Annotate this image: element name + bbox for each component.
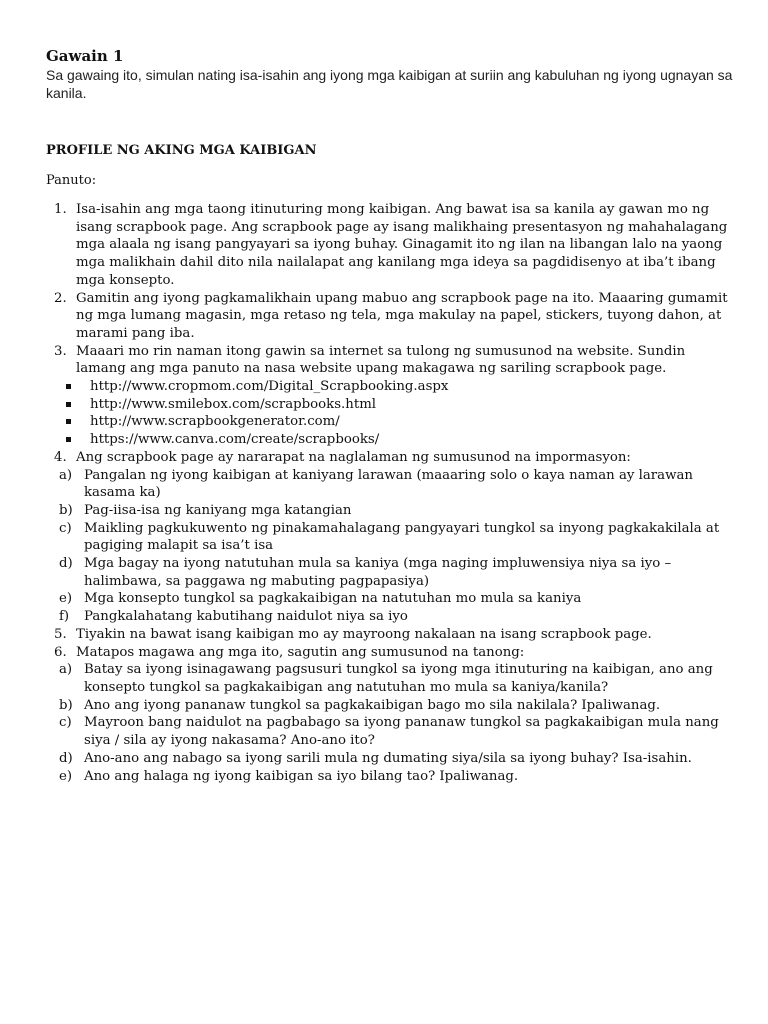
instruction-item-2 — [46, 290, 736, 343]
item-text: Tiyakin na bawat isang kaibigan mo ay mayroong nakalaan na isang scrapbook page. — [76, 626, 652, 642]
item-number: 2. — [54, 290, 67, 306]
sub-item — [46, 714, 736, 749]
section-title: PROFILE NG AKING MGA KAIBIGAN — [46, 143, 317, 158]
website-list — [46, 378, 736, 449]
sub-text: Pag-iisa-isa ng kaniyang mga katangian — [84, 502, 352, 518]
website-item — [66, 378, 736, 396]
instructions-list — [46, 201, 736, 785]
sub-item — [46, 502, 736, 520]
sub-letter: b) — [59, 502, 73, 518]
sub-text: Mayroon bang naidulot na pagbabago sa iyong pananaw tungkol sa pagkakaibigan mula nang siya / sila ay iyong nakasama? Ano-ano ito? — [84, 715, 719, 749]
sub-text: Batay sa iyong isinagawang pagsusuri tungkol sa iyong mga itinuturing na kaibigan, ano ang konsepto tungkol sa pagkakaibigan ang natutuhan mo mula sa kaniya/kanila? — [84, 662, 713, 695]
sub-letter: e) — [59, 768, 73, 784]
sub-letter: a) — [59, 662, 73, 678]
sub-letter: c) — [59, 715, 72, 731]
website-item — [66, 431, 736, 449]
sub-item — [46, 661, 736, 696]
sub-letter: b) — [59, 697, 73, 713]
item-text: Ang scrapbook page ay nararapat na naglalaman ng sumusunod na impormasyon: — [76, 449, 631, 465]
instructions-label: Panuto: — [46, 173, 97, 188]
bullet-icon — [66, 419, 71, 424]
sub-item — [46, 467, 736, 502]
website-link[interactable]: http://www.cropmom.com/Digital_Scrapbooking.aspx — [90, 379, 449, 395]
item-text: Matapos magawa ang mga ito, sagutin ang sumusunod na tanong: — [76, 644, 525, 660]
sub-item — [46, 750, 736, 768]
sub-item — [46, 590, 736, 608]
website-link[interactable]: http://www.scrapbookgenerator.com/ — [90, 414, 340, 430]
item-text: Maaari mo rin naman itong gawin sa internet sa tulong ng sumusunod na website. Sundin lamang ang mga panuto na nasa website upang makagawa ng sariling scrapbook page. — [76, 343, 686, 377]
item-number: 5. — [54, 626, 67, 642]
sub-letter: c) — [59, 520, 72, 536]
website-item — [66, 413, 736, 431]
instruction-item-3 — [46, 343, 736, 378]
bullet-icon — [66, 402, 71, 407]
sub-text: Ano-ano ang nabago sa iyong sarili mula ng dumating siya/sila sa iyong buhay? Isa-isahin. — [84, 750, 692, 766]
item-number: 1. — [54, 202, 67, 217]
sub-item — [46, 768, 736, 786]
instruction-item-1 — [46, 201, 736, 290]
sub-letter: d) — [59, 750, 73, 766]
website-link[interactable]: https://www.canva.com/create/scrapbooks/ — [90, 432, 380, 448]
sub-letter: d) — [59, 556, 73, 572]
item-number: 4. — [54, 449, 67, 465]
item-text: Isa-isahin ang mga taong itinuturing mong kaibigan. Ang bawat isa sa kanila ay gawan mo ng isang scrapbook page. Ang scrapbook page ay isang malikhaing presentasyon ng mahahalagang mga alaala ng isang pangyayari sa iyong buhay. Ginagamit ito ng ilan na libangan lalo na yaong mga malikhain dahil dito nila nailalapat ang kanilang mga ideya sa pagdidisenyo at iba’t ibang mga konsepto. — [76, 202, 728, 288]
sub-text: Mga konsepto tungkol sa pagkakaibigan na natutuhan mo mula sa kaniya — [84, 591, 582, 607]
instruction-item-6 — [46, 644, 736, 662]
item-text: Gamitin ang iyong pagkamalikhain upang mabuo ang scrapbook page na ito. Maaaring gumamit ng mga lumang magasin, mga retaso ng tela, mga makulay na papel, stickers, tuyong dahon, at marami pang iba. — [76, 290, 728, 341]
document-page — [46, 46, 736, 784]
sub-letter: e) — [59, 591, 73, 607]
sub-text: Mga bagay na iyong natutuhan mula sa kaniya (mga naging impluwensiya niya sa iyo – halimbawa, sa paggawa ng mabuting pagpapasiya) — [84, 556, 672, 589]
item-number: 6. — [54, 644, 67, 660]
item-number: 3. — [54, 343, 67, 359]
item-6-sublist — [46, 661, 736, 785]
sub-text: Ano ang halaga ng iyong kaibigan sa iyo bilang tao? Ipaliwanag. — [84, 768, 519, 784]
item-4-sublist — [46, 467, 736, 626]
activity-intro: Sa gawaing ito, simulan nating isa-isahin ang iyong mga kaibigan at suriin ang kabuluhan ng iyong ugnayan sa kanila. — [46, 67, 733, 101]
instruction-item-5 — [46, 626, 736, 644]
sub-item — [46, 520, 736, 555]
activity-title: Gawain 1 — [46, 47, 124, 65]
sub-text: Maikling pagkukuwento ng pinakamahalagang pangyayari tungkol sa inyong pagkakakilala at pagiging malapit sa isa’t isa — [84, 520, 720, 554]
sub-letter: a) — [59, 467, 73, 483]
sub-item — [46, 697, 736, 715]
bullet-icon — [66, 384, 71, 389]
sub-item — [46, 608, 736, 626]
sub-text: Pangalan ng iyong kaibigan at kaniyang larawan (maaaring solo o kaya naman ay larawan kasama ka) — [84, 467, 693, 501]
website-item — [66, 396, 736, 414]
bullet-icon — [66, 437, 71, 442]
sub-text: Ano ang iyong pananaw tungkol sa pagkakaibigan bago mo sila nakilala? Ipaliwanag. — [84, 697, 661, 713]
sub-letter: f) — [59, 609, 70, 625]
sub-text: Pangkalahatang kabutihang naidulot niya sa iyo — [84, 609, 408, 625]
website-link[interactable]: http://www.smilebox.com/scrapbooks.html — [90, 396, 377, 412]
sub-item — [46, 555, 736, 590]
instruction-item-4 — [46, 449, 736, 467]
